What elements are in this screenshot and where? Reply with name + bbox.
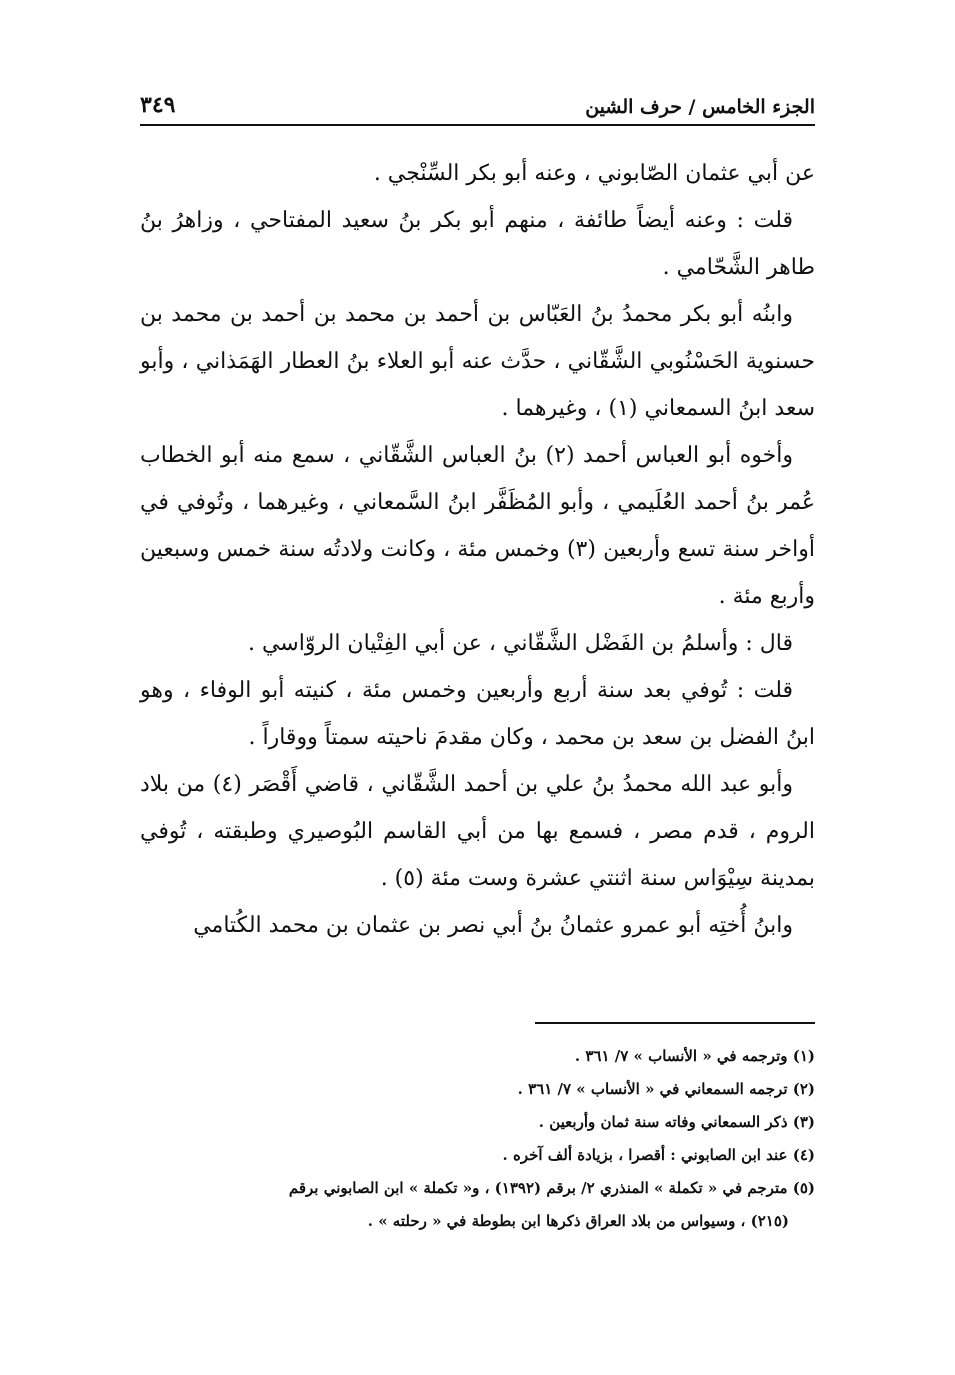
paragraph: وأخوه أبو العباس أحمد (٢) بنُ العباس الشَّقّاني ، سمع منه أبو الخطاب عُمر بنُ أحمد العُلَيمي ، وأبو المُظَفَّر ابنُ السَّمعاني ، وغيرهما ، وتُوفي في أواخر سنة تسع وأربعين (٣) وخمس مئة ، وكانت ولادتُه سنة خمس وسبعين وأربع مئة . xyxy=(140,443,816,609)
paragraph: وابنُ أُختِه أبو عمرو عثمانُ بنُ أبي نصر بن عثمان بن محمد الكُتامي xyxy=(193,913,793,938)
page-number: ٣٤٩ xyxy=(140,92,176,118)
main-text xyxy=(140,150,815,949)
footnotes xyxy=(140,1040,815,1238)
paragraph: قلت : وعنه أيضاً طائفة ، منهم أبو بكر بنُ سعيد المفتاحي ، وزاهرُ بنُ طاهر الشَّحّامي . xyxy=(140,208,815,280)
footnote-continuation: (٢١٥) ، وسيواس من بلاد العراق ذكرها ابن بطوطة في « رحلته » . xyxy=(367,1212,789,1230)
paragraph: وأبو عبد الله محمدُ بنُ علي بن أحمد الشَّقّاني ، قاضي أَقْصَر (٤) من بلاد الروم ، قدم مصر ، فسمع بها من أبي القاسم البُوصيري وطبقته ، تُوفي بمدينة سِيْوَاس سنة اثنتي عشرة وست مئة (٥) . xyxy=(140,772,815,891)
page-header xyxy=(140,78,815,118)
header-rule xyxy=(140,124,815,126)
running-head: الجزء الخامس / حرف الشين xyxy=(585,96,815,118)
footnote: (٢) ترجمه السمعاني في « الأنساب » ٧/ ٣٦١ . xyxy=(517,1080,815,1098)
paragraph: وابنُه أبو بكر محمدُ بنُ العَبّاس بن أحمد بن محمد بن أحمد بن محمد بن حسنوية الحَسْنُوبي الشَّقّاني ، حدَّث عنه أبو العلاء بنُ العطار الهَمَذاني ، وأبو سعد ابنُ السمعاني (١) ، وغيرهما . xyxy=(140,302,815,421)
paragraph: قال : وأسلمُ بن الفَضْل الشَّقّاني ، عن أبي الفِتْيان الروّاسي . xyxy=(247,631,793,656)
paragraph: قلت : تُوفي بعد سنة أربع وأربعين وخمس مئة ، كنيته أبو الوفاء ، وهو ابنُ الفضل بن سعد بن محمد ، وكان مقدمَ ناحيته سمتاً ووقاراً . xyxy=(140,678,815,750)
footnote: (٣) ذكر السمعاني وفاته سنة ثمان وأربعين . xyxy=(538,1113,815,1131)
footnote: (١) وترجمه في « الأنساب » ٧/ ٣٦١ . xyxy=(574,1047,815,1065)
footnote: (٥) مترجم في « تكملة » المنذري ٢/ برقم (١٣٩٢) ، و« تكملة » ابن الصابوني برقم xyxy=(288,1179,815,1197)
footnote-rule xyxy=(535,1022,815,1024)
footnote: (٤) عند ابن الصابوني : أقصرا ، بزيادة ألف آخره . xyxy=(502,1146,815,1164)
paragraph: عن أبي عثمان الصّابوني ، وعنه أبو بكر السِّنْجي . xyxy=(373,161,815,186)
